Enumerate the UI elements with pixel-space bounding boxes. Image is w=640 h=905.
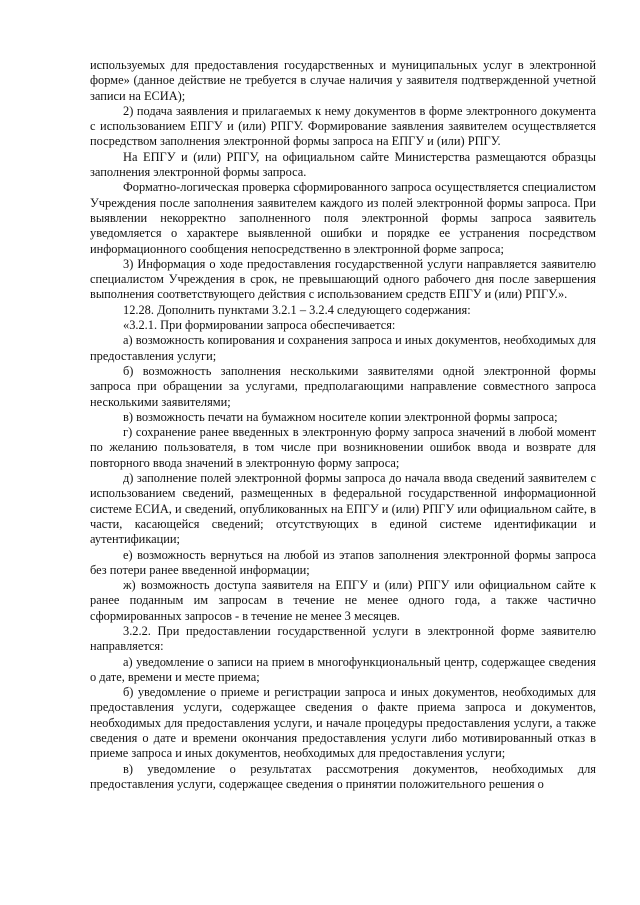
paragraph-5: 3) Информация о ходе предоставления государственной услуги направляется заявителю специалистом Учреждения в срок, не превышающий одного рабочего дня после завершения выполнения соответствующего действия с использованием средств ЕПГУ и (или) РПГУ.». <box>90 256 596 302</box>
paragraph-7: «3.2.1. При формировании запроса обеспечивается: <box>123 318 396 333</box>
paragraph-17: б) уведомление о приеме и регистрации запроса и иных документов, необходимых для предоставления услуги, содержащее сведения о факте приема запроса и документов, необходимых для предоставления услуги, и начале процедуры предоставления услуги, а также сведения о дате и времени окончания предоставления услуги либо мотивированный отказ в приеме запроса и иных документов, необходимых для предоставления услуги; <box>90 685 596 761</box>
paragraph-8: а) возможность копирования и сохранения запроса и иных документов, необходимых для предоставления услуги; <box>90 333 596 363</box>
paragraph-10: в) возможность печати на бумажном носителе копии электронной формы запроса; <box>123 409 558 424</box>
paragraph-9: б) возможность заполнения несколькими заявителями одной электронной формы запроса при обращении за услугами, предполагающими направление совместного запроса несколькими заявителями; <box>90 363 596 409</box>
paragraph-1: используемых для предоставления государственных и муниципальных услуг в электронной форме» (данное действие не требуется в случае наличия у заявителя подтвержденной учетной записи на ЕСИА); <box>90 58 596 103</box>
paragraph-2: 2) подача заявления и прилагаемых к нему документов в форме электронного документа с использованием ЕПГУ и (или) РПГУ. Формирование заявления заявителем осуществляется посредством заполнения электронной формы запроса на ЕПГУ и (или) РПГУ. <box>90 103 596 149</box>
paragraph-14: ж) возможность доступа заявителя на ЕПГУ и (или) РПГУ или официальном сайте к ранее поданным им запросам в течение не менее одного года, а также частично сформированных запросов - в течение не менее 3 месяцев. <box>90 578 596 623</box>
paragraph-4: Форматно-логическая проверка сформированного запроса осуществляется специалистом Учреждения после заполнения заявителем каждого из полей электронной формы запроса. При выявлении некорректно заполненного поля электронной формы запроса заявитель уведомляется о характере выявленной ошибки и порядке ее устранения посредством информационного сообщения непосредственно в электронной форме запроса; <box>90 180 596 256</box>
paragraph-11: г) сохранение ранее введенных в электронную форму запроса значений в любой момент по желанию пользователя, в том числе при возникновении ошибок ввода и возврате для повторного ввода значений в электронную форму запроса; <box>90 425 596 470</box>
paragraph-6: 12.28. Дополнить пунктами 3.2.1 – 3.2.4 следующего содержания: <box>123 302 471 317</box>
paragraph-3: На ЕПГУ и (или) РПГУ, на официальном сайте Министерства размещаются образцы заполнения электронной формы запроса. <box>90 149 596 180</box>
paragraph-16: а) уведомление о записи на прием в многофункциональный центр, содержащее сведения о дате, времени и месте приема; <box>90 654 596 684</box>
paragraph-12: д) заполнение полей электронной формы запроса до начала ввода сведений заявителем с использованием сведений, размещенных в федеральной государственной информационной системе ЕСИА, и сведений, опубликованных на ЕПГУ и (или) РПГУ или официальном сайте, в части, касающейся сведений; отсутствующих в единой системе идентификации и аутентификации; <box>90 471 596 547</box>
paragraph-13: е) возможность вернуться на любой из этапов заполнения электронной формы запроса без потери ранее введенной информации; <box>90 547 596 577</box>
document-page <box>90 58 596 792</box>
paragraph-15: 3.2.2. При предоставлении государственной услуги в электронной форме заявителю направляется: <box>90 623 596 654</box>
paragraph-18: в) уведомление о результатах рассмотрения документов, необходимых для предоставления услуги, содержащее сведения о принятии положительного решения о <box>90 761 596 791</box>
